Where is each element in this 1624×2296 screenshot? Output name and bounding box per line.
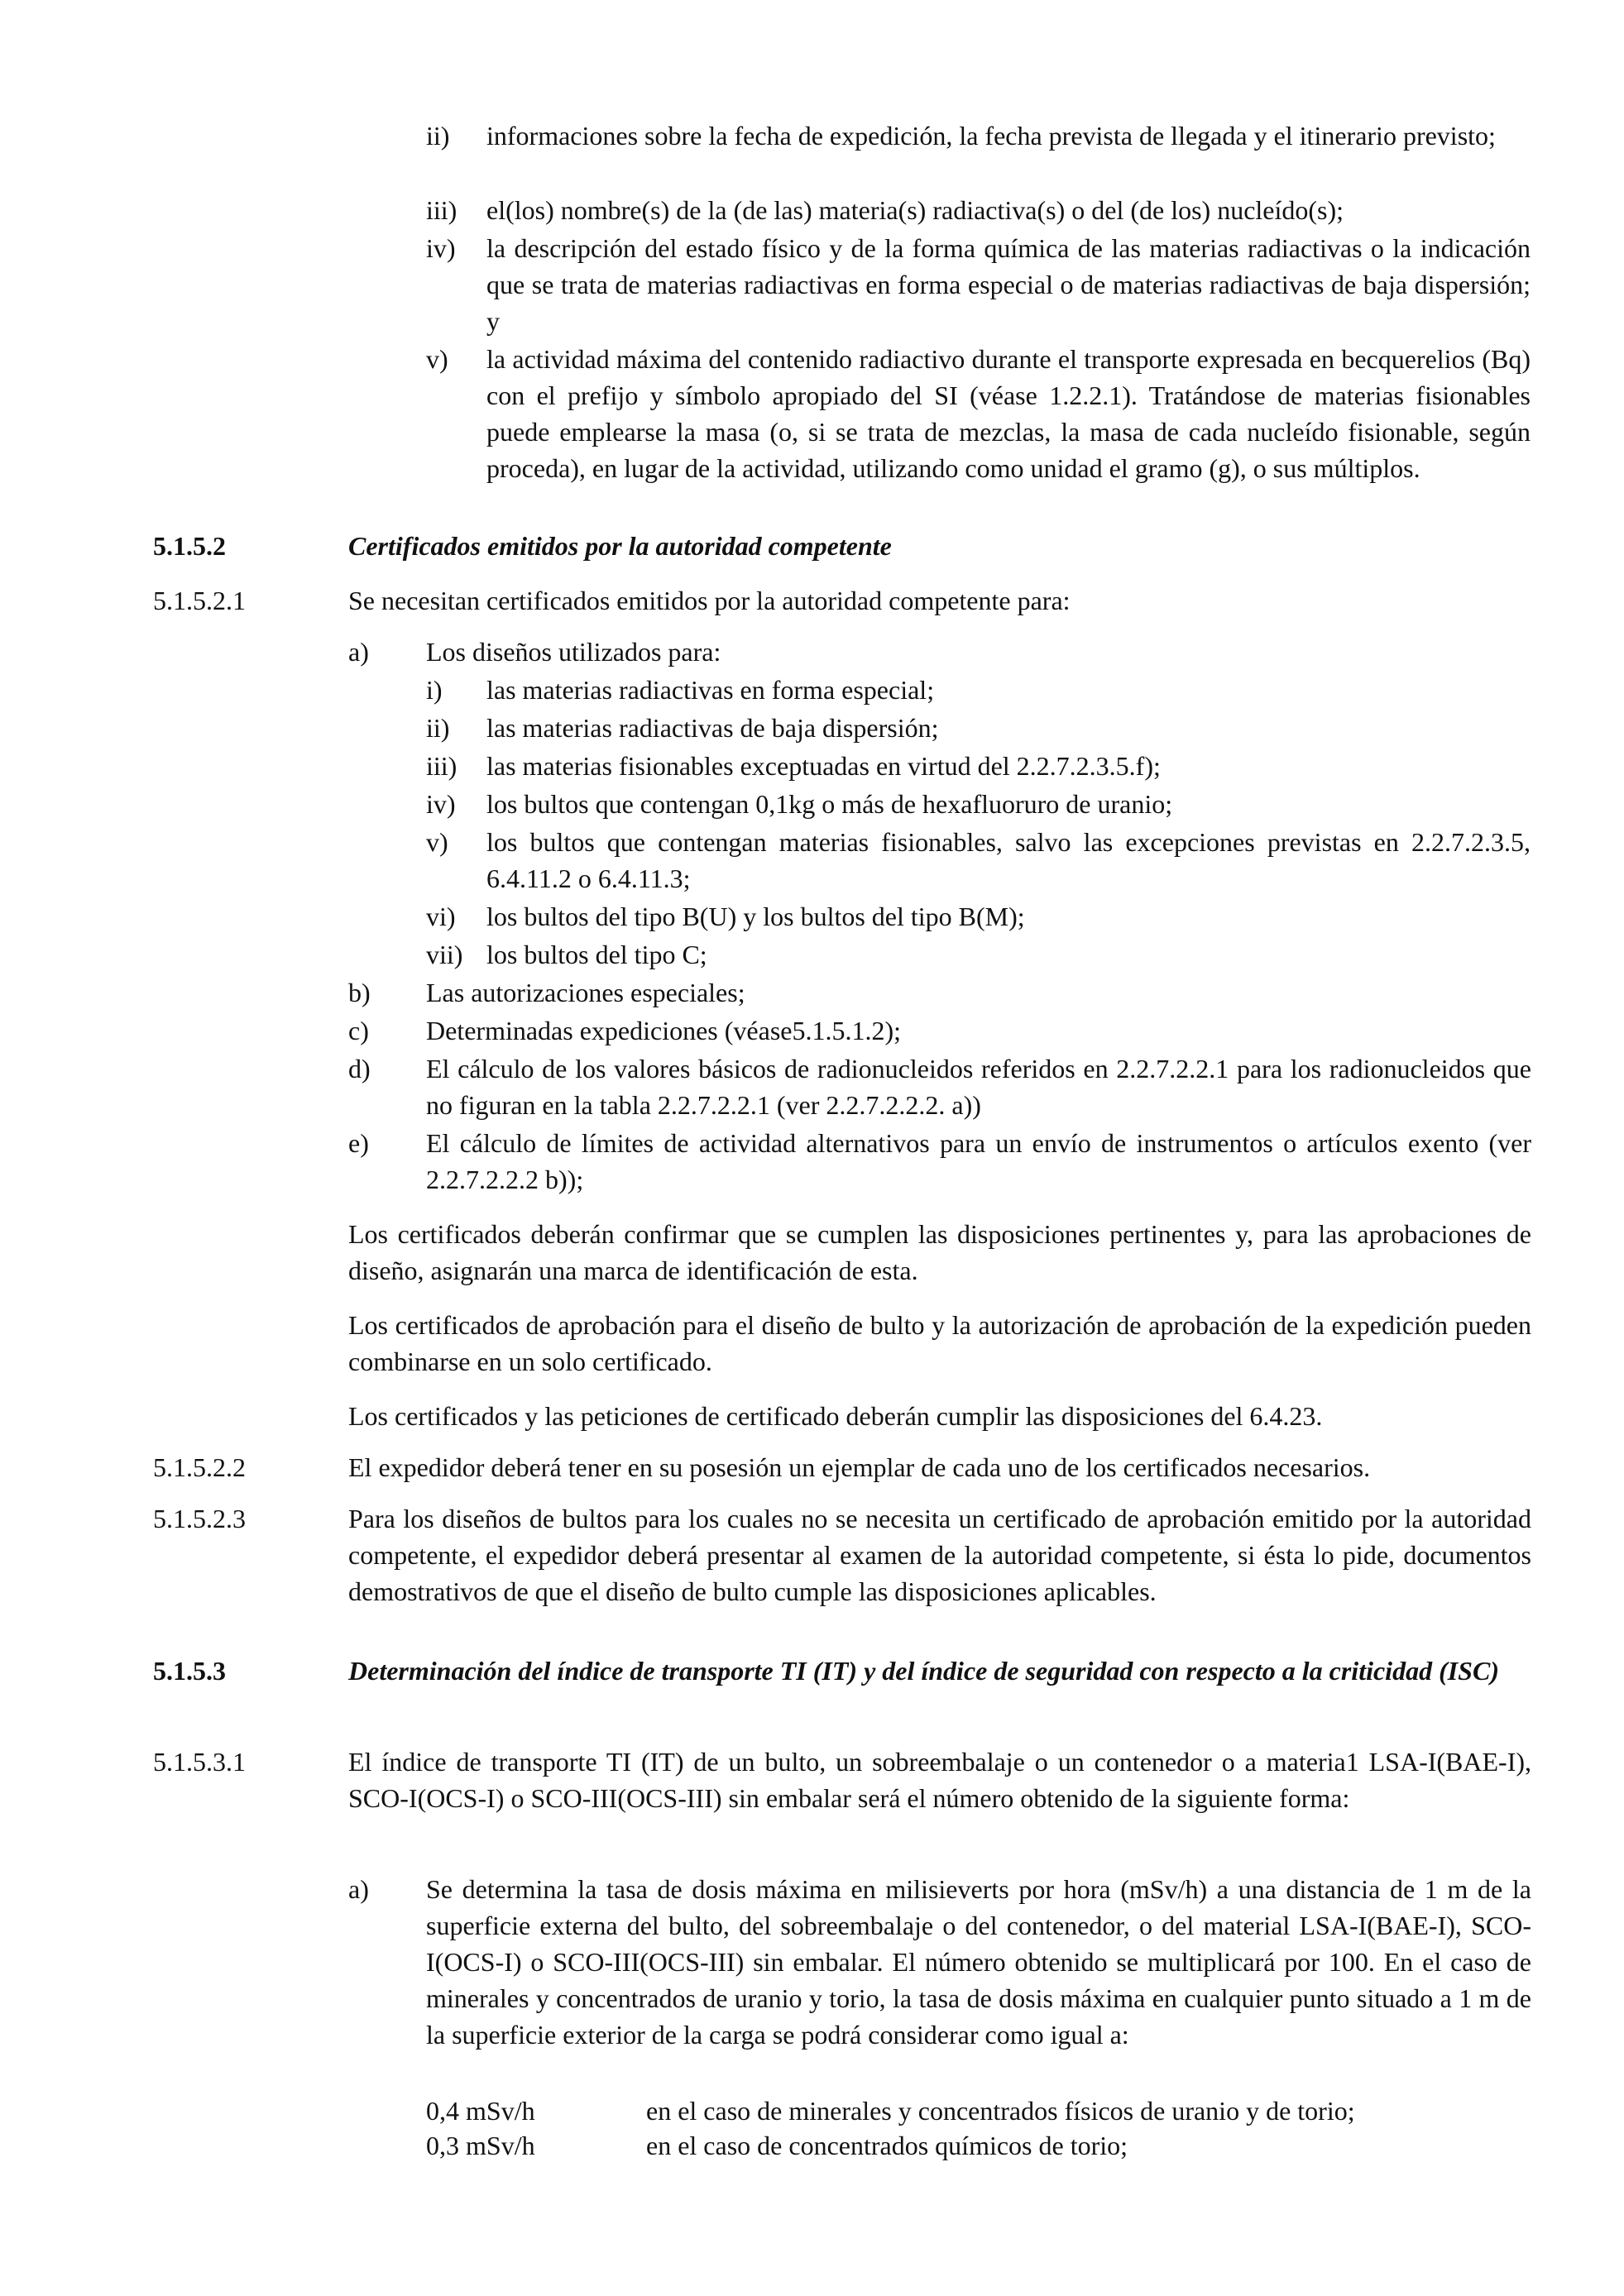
section-number: 5.1.5.2.2 (153, 1452, 246, 1482)
dose-description: en el caso de concentrados químicos de torio; (646, 2131, 1128, 2160)
section-number: 5.1.5.2 (153, 531, 226, 561)
list-item-text: Las autorizaciones especiales; (426, 978, 745, 1007)
dose-value: 0,4 mSv/h (426, 2096, 535, 2126)
list-item-text: El cálculo de los valores básicos de radionucleidos referidos en 2.2.7.2.2.1 para los radionucleidos que no figuran en la tabla 2.2.7.2.2.1 (ver 2.2.7.2.2.2. a)) (426, 1054, 1531, 1120)
list-item-label: iv) (426, 233, 456, 263)
list-item-text: El cálculo de límites de actividad alternativos para un envío de instrumentos o artículos exento (ver 2.2.7.2.2.2 b)); (426, 1128, 1531, 1194)
sub-item-label: v) (426, 827, 448, 857)
paragraph: Los certificados de aprobación para el diseño de bulto y la autorización de aprobación de la expedición pueden combinarse en un solo certificado. (348, 1310, 1531, 1376)
sub-item-label: vii) (426, 940, 463, 969)
list-item-label: a) (348, 1874, 369, 1904)
sub-item-label: iv) (426, 789, 456, 819)
sub-item-text: los bultos del tipo B(U) y los bultos del tipo B(M); (486, 902, 1025, 931)
list-item-label: iii) (426, 195, 457, 225)
sub-item-label: vi) (426, 902, 456, 931)
dose-value: 0,3 mSv/h (426, 2131, 535, 2160)
list-item-label: a) (348, 637, 369, 667)
sub-item-label: iii) (426, 751, 457, 781)
list-item-text: la actividad máxima del contenido radiactivo durante el transporte expresada en becquerelios (Bq) con el prefijo y símbolo apropiado del SI (véase 1.2.2.1). Tratándose de materias fisionables puede emplearse la masa (o, si se trata de mezclas, la masa de cada nucleído fisionable, según proceda), en lugar de la actividad, utilizando como unidad el gramo (g), o sus múltiplos. (486, 344, 1531, 483)
list-item-text: informaciones sobre la fecha de expedición, la fecha prevista de llegada y el itinerario previsto; (486, 121, 1496, 151)
list-item-text: Determinadas expediciones (véase5.1.5.1.2); (426, 1016, 902, 1045)
sub-item-text: los bultos del tipo C; (486, 940, 707, 969)
list-item-text: Los diseños utilizados para: (426, 637, 721, 667)
section-number: 5.1.5.2.3 (153, 1504, 246, 1533)
section-text: El índice de transporte TI (IT) de un bulto, un sobreembalaje o un contenedor o a materia1 LSA-I(BAE-I), SCO-I(OCS-I) o SCO-III(OCS-III) sin embalar será el número obtenido de la siguiente forma: (348, 1747, 1531, 1813)
list-item-label: c) (348, 1016, 369, 1045)
section-text: Para los diseños de bultos para los cuales no se necesita un certificado de aprobación emitido por la autoridad competente, el expedidor deberá presentar al examen de la autoridad competente, si ésta lo pide, documentos demostrativos de que el diseño de bulto cumple las disposiciones aplicables. (348, 1504, 1531, 1606)
sub-item-text: las materias radiactivas de baja dispersión; (486, 713, 939, 743)
section-text: El expedidor deberá tener en su posesión un ejemplar de cada uno de los certificados necesarios. (348, 1452, 1371, 1482)
list-item-label: e) (348, 1128, 369, 1158)
list-item-text: la descripción del estado físico y de la forma química de las materias radiactivas o la indicación que se trata de materias radiactivas en forma especial o de materias radiactivas de baja dispersión; y (486, 233, 1531, 336)
list-item-label: v) (426, 344, 448, 374)
paragraph: Los certificados deberán confirmar que se cumplen las disposiciones pertinentes y, para las aprobaciones de diseño, asignarán una marca de identificación de esta. (348, 1219, 1531, 1285)
list-item-label: ii) (426, 121, 450, 151)
sub-item-text: las materias radiactivas en forma especial; (486, 675, 935, 705)
sub-item-text: los bultos que contengan 0,1kg o más de hexafluoruro de uranio; (486, 789, 1173, 819)
list-item-text: el(los) nombre(s) de la (de las) materia(s) radiactiva(s) o del (de los) nucleído(s); (486, 195, 1344, 225)
sub-item-label: i) (426, 675, 443, 705)
list-item-text: Se determina la tasa de dosis máxima en milisieverts por hora (mSv/h) a una distancia de 1 m de la superficie externa del bulto, del sobreembalaje o del contenedor, o del material LSA-I(BAE-I), SCO-I(OCS-I) o SCO-III(OCS-III) sin embalar. El número obtenido se multiplicará por 100. En el caso de minerales y concentrados de uranio y torio, la tasa de dosis máxima en cualquier punto situado a 1 m de la superficie exterior de la carga se podrá considerar como igual a: (426, 1874, 1531, 2050)
paragraph: Los certificados y las peticiones de certificado deberán cumplir las disposiciones del 6.4.23. (348, 1401, 1323, 1431)
list-item-label: d) (348, 1054, 371, 1083)
section-number: 5.1.5.2.1 (153, 586, 246, 615)
sub-item-text: las materias fisionables exceptuadas en virtud del 2.2.7.2.3.5.f); (486, 751, 1161, 781)
sub-item-text: los bultos que contengan materias fisionables, salvo las excepciones previstas en 2.2.7.2.3.5, 6.4.11.2 o 6.4.11.3; (486, 827, 1531, 893)
section-number: 5.1.5.3.1 (153, 1747, 246, 1777)
section-title: Certificados emitidos por la autoridad competente (348, 531, 892, 561)
section-title: Determinación del índice de transporte TI (IT) y del índice de seguridad con respecto a la criticidad (ISC) (348, 1656, 1499, 1686)
sub-item-label: ii) (426, 713, 450, 743)
section-intro: Se necesitan certificados emitidos por la autoridad competente para: (348, 586, 1071, 615)
list-item-label: b) (348, 978, 371, 1007)
dose-description: en el caso de minerales y concentrados físicos de uranio y de torio; (646, 2096, 1355, 2126)
section-number: 5.1.5.3 (153, 1656, 226, 1686)
